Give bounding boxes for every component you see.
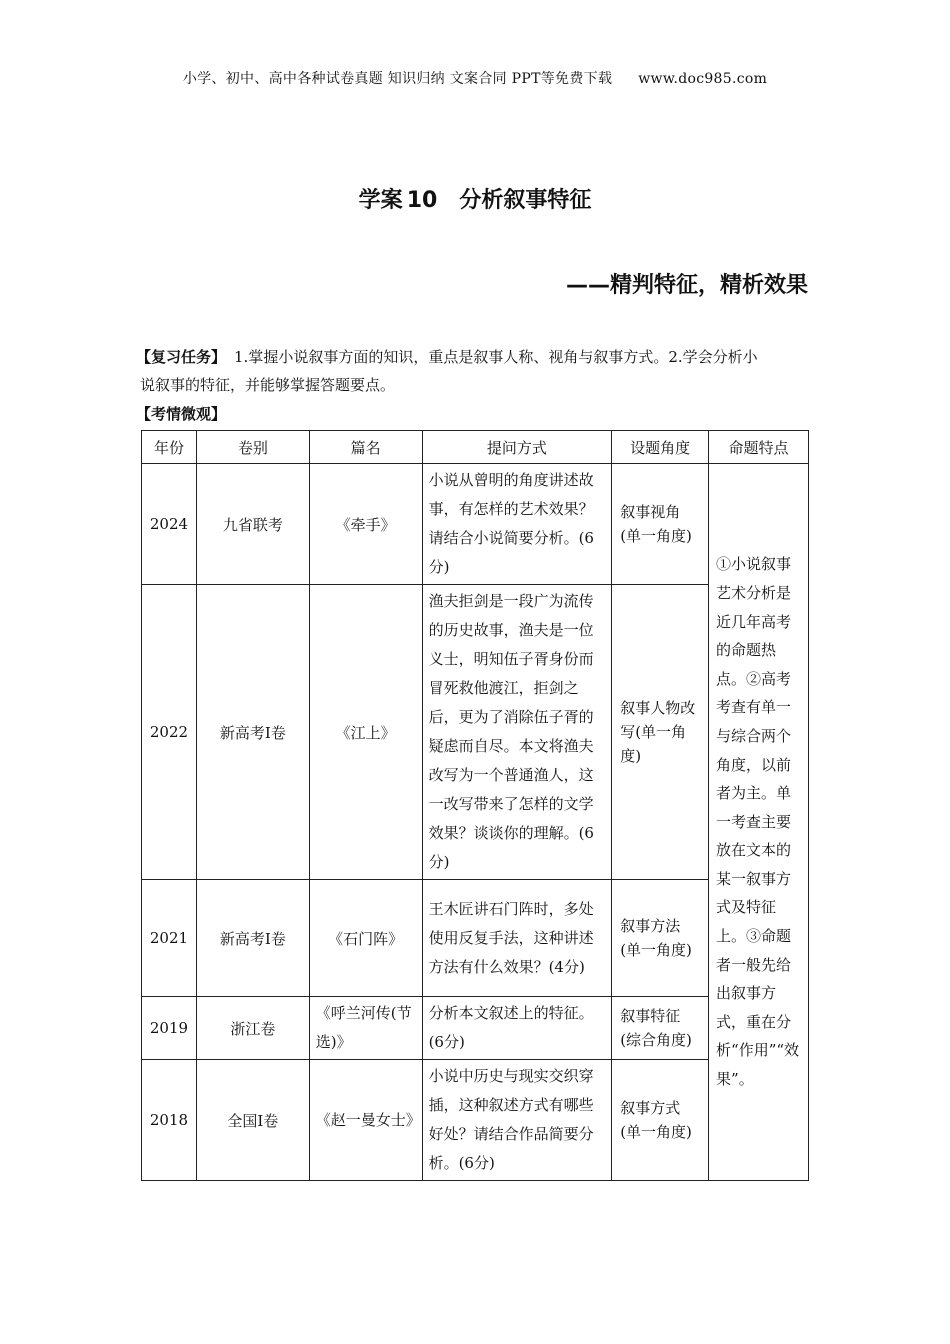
header-cell: 提问方式 (422, 431, 612, 464)
table-row (142, 585, 809, 880)
header-cell: 卷别 (196, 431, 309, 464)
paper-cell: 九省联考 (196, 464, 309, 585)
angle-cell: 叙事视角(单一角度) (612, 464, 709, 585)
header-site[interactable]: www.doc985.com (638, 71, 768, 87)
title-cell: 《江上》 (309, 585, 422, 880)
page-header (0, 68, 950, 88)
question-cell: 分析本文叙述上的特征。(6分) (422, 997, 612, 1060)
title-prefix: 学案 (358, 188, 403, 213)
year-cell: 2022 (142, 585, 197, 880)
title-cell: 《牵手》 (309, 464, 422, 585)
paper-cell: 浙江卷 (196, 997, 309, 1060)
page-title (0, 183, 950, 214)
features-cell: ①小说叙事艺术分析是近几年高考的命题热点。②高考考查有单一与综合两个角度，以前者为主。单一考查主要放在文本的某一叙事方式及特征上。③命题者一般先给出叙事方式，重在分析“作用”“效果”。 (709, 464, 809, 1181)
title-number: 10 (406, 188, 438, 213)
year-cell: 2019 (142, 997, 197, 1060)
year-cell: 2021 (142, 880, 197, 997)
review-task (136, 343, 812, 399)
question-cell: 小说中历史与现实交织穿插，这种叙述方式有哪些好处？请结合作品简要分析。(6分) (422, 1060, 612, 1181)
section-label: 【考情微观】 (136, 405, 227, 423)
exam-table (141, 430, 809, 1181)
header-cell: 年份 (142, 431, 197, 464)
title-cell: 《石门阵》 (309, 880, 422, 997)
header-cell: 命题特点 (709, 431, 809, 464)
question-cell: 渔夫拒剑是一段广为流传的历史故事，渔夫是一位义士，明知伍子胥身份而冒死救他渡江，拒剑之后，更为了消除伍子胥的疑虑而自尽。本文将渔夫改写为一个普通渔人，这一改写带来了怎样的文学效果？谈谈你的理解。(6分) (422, 585, 612, 880)
table-row (142, 997, 809, 1060)
task-line-1: 1.掌握小说叙事方面的知识，重点是叙事人称、视角与叙事方式。2.学会分析小 (234, 348, 758, 366)
page-subtitle: ——精判特征，精析效果 (565, 273, 808, 298)
table-header-row (142, 431, 809, 464)
year-cell: 2024 (142, 464, 197, 585)
task-label: 【复习任务】 (136, 348, 227, 366)
paper-cell: 新高考Ⅰ卷 (196, 585, 309, 880)
angle-cell: 叙事特征(综合角度) (612, 997, 709, 1060)
header-text: 小学、初中、高中各种试卷真题 知识归纳 文案合同 PPT等免费下载 (182, 71, 613, 87)
table-row (142, 880, 809, 997)
angle-cell: 叙事方式(单一角度) (612, 1060, 709, 1181)
header-cell: 篇名 (309, 431, 422, 464)
title-main: 分析叙事特征 (459, 188, 592, 213)
header-cell: 设题角度 (612, 431, 709, 464)
angle-cell: 叙事人物改写(单一角度) (612, 585, 709, 880)
task-line-2: 说叙事的特征，并能够掌握答题要点。 (140, 376, 396, 394)
paper-cell: 全国Ⅰ卷 (196, 1060, 309, 1181)
year-cell: 2018 (142, 1060, 197, 1181)
question-cell: 小说从曾明的角度讲述故事，有怎样的艺术效果？请结合小说简要分析。(6分) (422, 464, 612, 585)
title-cell: 《呼兰河传(节选)》 (309, 997, 422, 1060)
paper-cell: 新高考Ⅰ卷 (196, 880, 309, 997)
table-row (142, 1060, 809, 1181)
title-cell: 《赵一曼女士》 (309, 1060, 422, 1181)
question-cell: 王木匠讲石门阵时，多处使用反复手法，这种讲述方法有什么效果？(4分) (422, 880, 612, 997)
angle-cell: 叙事方法(单一角度) (612, 880, 709, 997)
table-row (142, 464, 809, 585)
